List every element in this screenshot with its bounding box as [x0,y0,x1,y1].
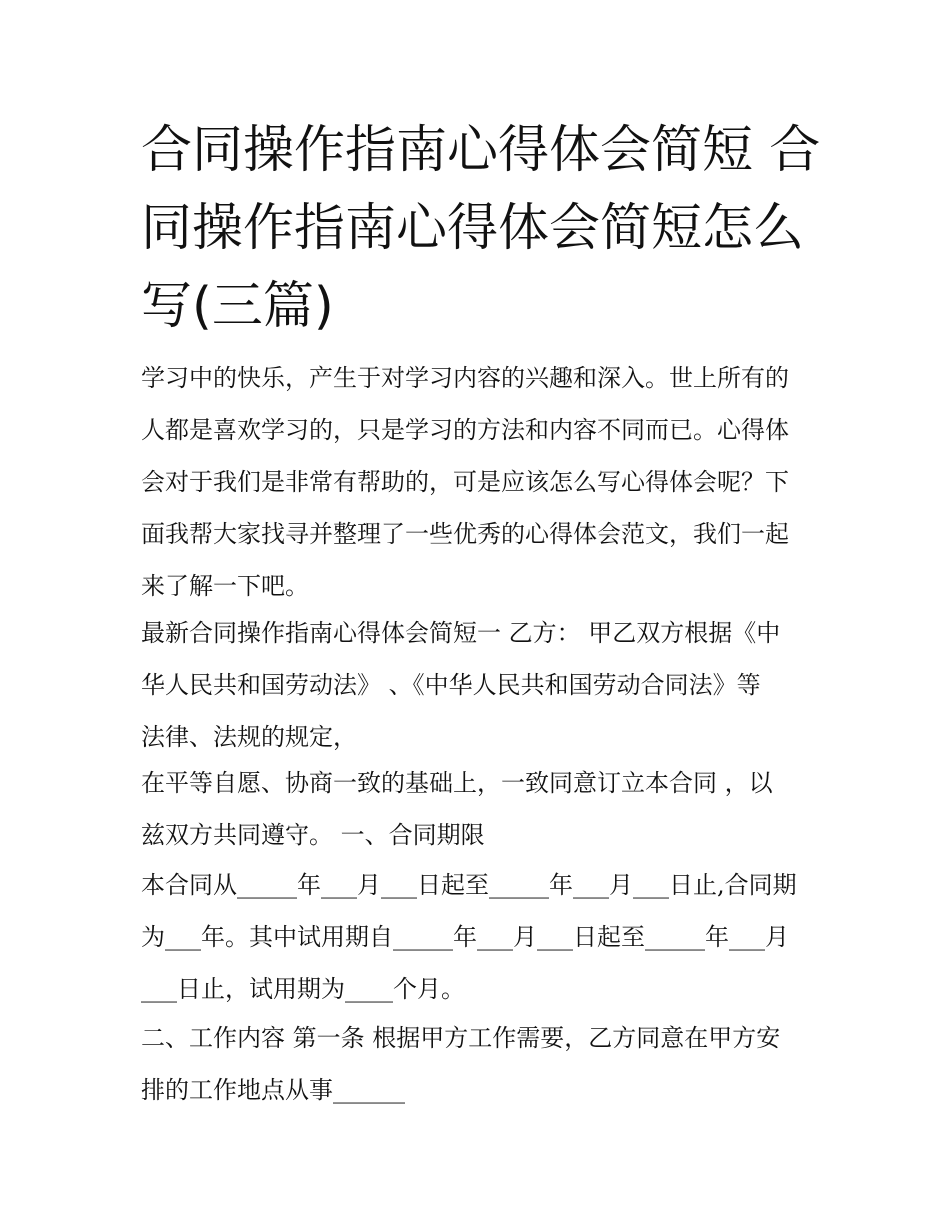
paragraph-line: 面我帮大家找寻并整理了一些优秀的心得体会范文，我们一起 [141,520,789,548]
paragraph-line: 为___年。其中试用期自_____年___月___日起至_____年___月 [141,923,789,951]
paragraph-line: 本合同从_____年___月___日起至_____年___月___日止,合同期 [141,871,797,899]
document-title [141,112,821,346]
paragraph-line: 来了解一下吧。 [141,572,309,600]
paragraph-line: 法律、法规的规定， [141,723,357,751]
paragraph-line: 排的工作地点从事______ [141,1076,405,1104]
contract-term-paragraph [141,859,821,1015]
paragraph-line: 人都是喜欢学习的，只是学习的方法和内容不同而已。心得体 [141,416,789,444]
paragraph-line: 学习中的快乐，产生于对学习内容的兴趣和深入。世上所有的 [141,364,789,392]
intro-paragraph [141,352,821,612]
paragraph-line: 会对于我们是非常有帮助的，可是应该怎么写心得体会呢？下 [141,468,789,496]
title-line: 合同操作指南心得体会简短 合 [141,121,821,180]
paragraph-line: 在平等自愿、协商一致的基础上，一致同意订立本合同 ，以 [141,769,773,797]
paragraph-line: ___日止，试用期为____个月。 [141,975,465,1003]
work-content-paragraph [141,1012,821,1116]
paragraph-line: 最新合同操作指南心得体会简短一 乙方： 甲乙双方根据《中 [141,619,781,647]
paragraph-line: 兹双方共同遵守。 一、合同期限 [141,821,485,849]
title-line: 同操作指南心得体会简短怎么 [141,199,805,258]
section-one-paragraph [141,607,821,763]
paragraph-line: 二、工作内容 第一条 根据甲方工作需要，乙方同意在甲方安 [141,1024,781,1052]
title-line: 写(三篇) [141,277,334,336]
agreement-paragraph [141,757,821,861]
paragraph-line: 华人民共和国劳动法》 、《中华人民共和国劳动合同法》等 [141,671,761,699]
